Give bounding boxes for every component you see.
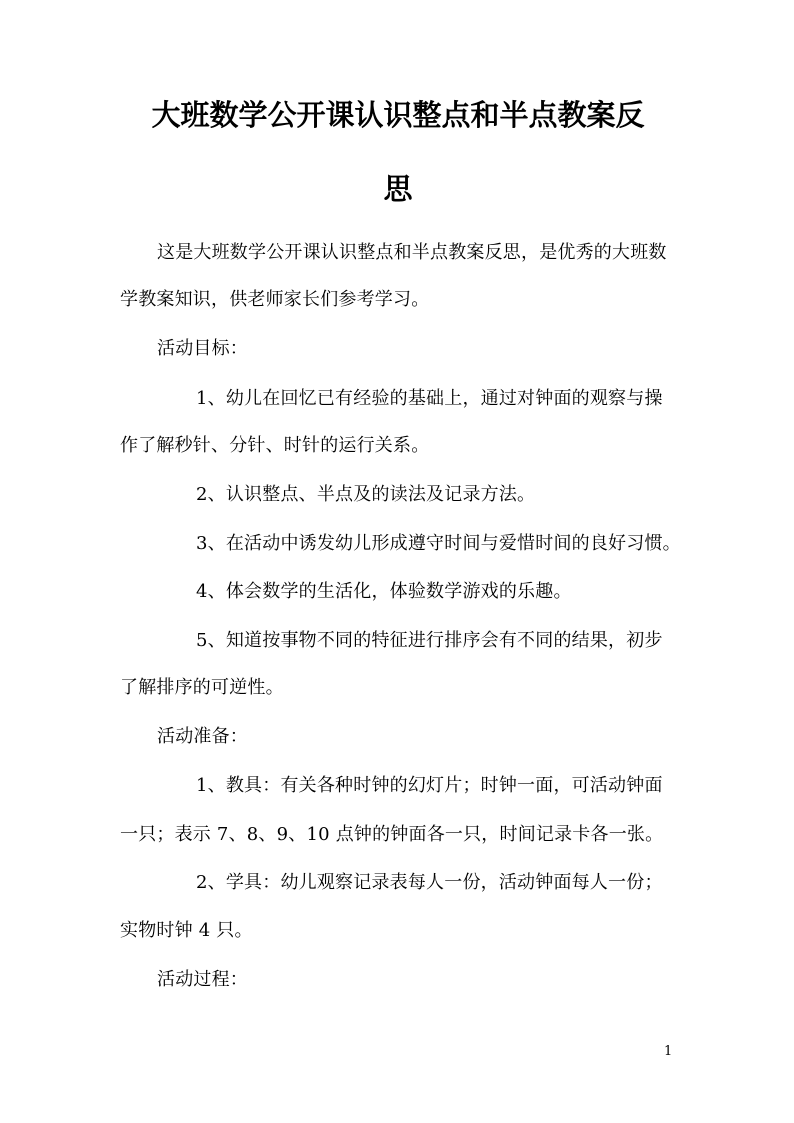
list-item-line: 一只；表示 7、8、9、10 点钟的钟面各一只，时间记录卡各一张。 (120, 824, 664, 845)
list-item-line: 2、认识整点、半点及的读法及记录方法。 (196, 484, 536, 505)
document-title-line-1: 大班数学公开课认识整点和半点教案反 (151, 98, 645, 132)
list-item-line: 1、幼儿在回忆已有经验的基础上，通过对钟面的观察与操 (196, 388, 663, 409)
list-item-line: 实物时钟 4 只。 (120, 920, 253, 941)
list-item-line: 4、体会数学的生活化，体验数学游戏的乐趣。 (196, 581, 572, 602)
section-heading: 活动准备： (157, 726, 248, 747)
document-title-line-2: 思 (383, 172, 413, 206)
section-heading: 活动目标： (157, 338, 248, 359)
list-item-line: 了解排序的可逆性。 (120, 677, 284, 698)
paragraph-line: 学教案知识，供老师家长们参考学习。 (120, 289, 430, 310)
section-heading: 活动过程： (157, 969, 248, 990)
list-item-line: 5、知道按事物不同的特征进行排序会有不同的结果，初步 (196, 630, 663, 651)
list-item-line: 作了解秒针、分针、时针的运行关系。 (120, 435, 430, 456)
page-number: 1 (664, 1044, 673, 1059)
list-item-line: 3、在活动中诱发幼儿形成遵守时间与爱惜时间的良好习惯。 (196, 533, 681, 554)
list-item-line: 2、学具：幼儿观察记录表每人一份，活动钟面每人一份； (196, 872, 663, 893)
list-item-line: 1、教具：有关各种时钟的幻灯片；时钟一面，可活动钟面 (196, 775, 663, 796)
paragraph-line: 这是大班数学公开课认识整点和半点教案反思，是优秀的大班数 (157, 242, 667, 263)
